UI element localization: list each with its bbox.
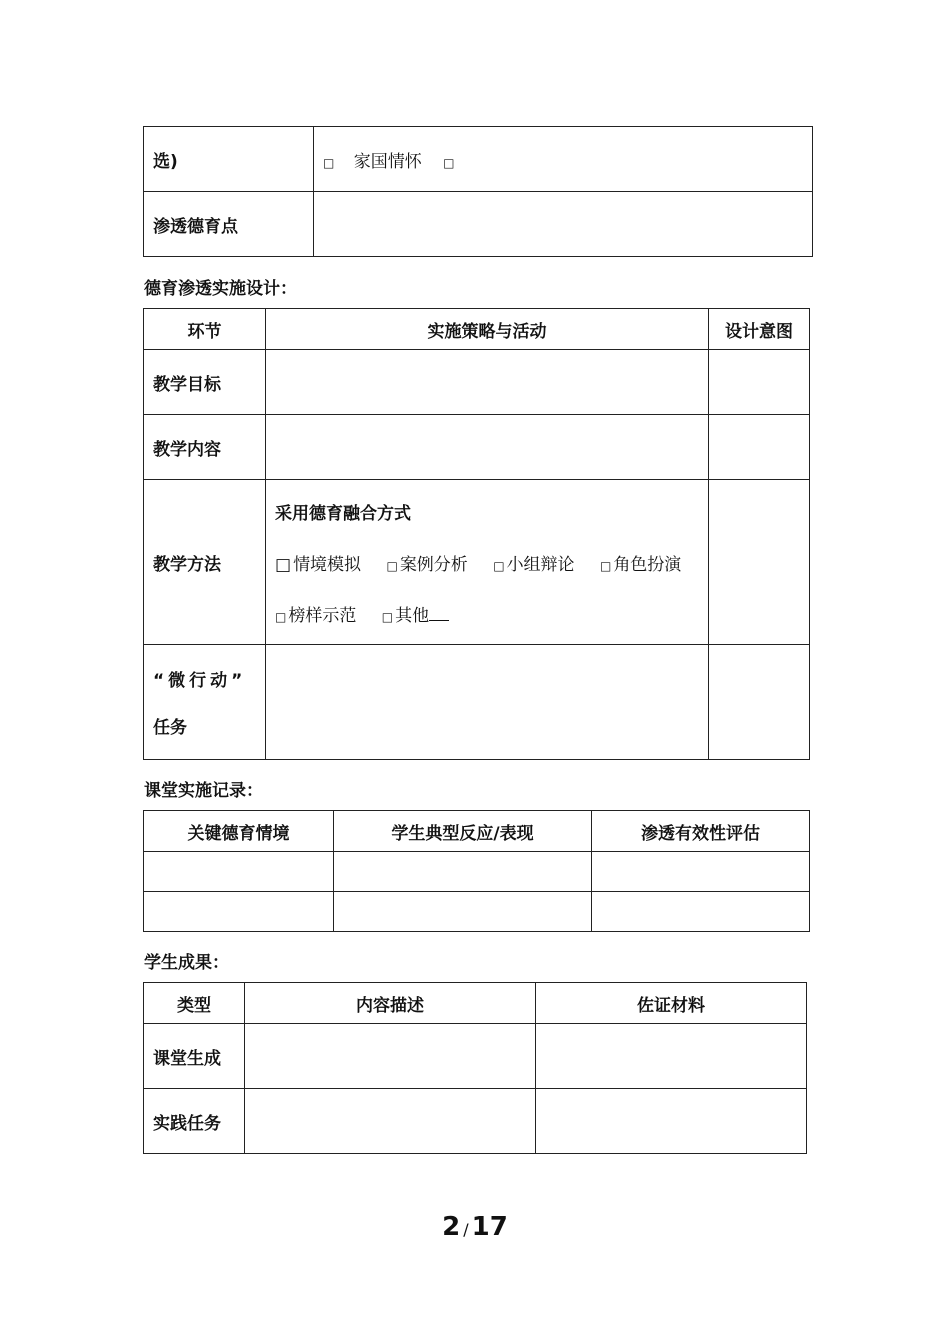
teaching-method-cell <box>266 480 709 645</box>
row-label-teaching-content: 教学内容 <box>144 415 266 480</box>
record-cell[interactable] <box>334 852 592 892</box>
option-group-debate: 小组辩论 <box>506 554 575 575</box>
header-type: 类型 <box>144 983 245 1024</box>
micro-action-cell[interactable] <box>266 645 709 760</box>
outcome-cell[interactable] <box>536 1089 807 1154</box>
table-row <box>144 892 810 932</box>
micro-action-line2: 任务 <box>153 718 187 738</box>
row-label-teaching-goal: 教学目标 <box>144 350 266 415</box>
record-cell[interactable] <box>334 892 592 932</box>
teaching-goal-intent-cell[interactable] <box>709 350 810 415</box>
checkbox-icon[interactable]: □ <box>599 558 612 573</box>
option-patriotism: 家国情怀 <box>353 151 422 172</box>
row-label-selection: 选) <box>144 127 314 192</box>
header-stage: 环节 <box>144 309 266 350</box>
header-effectiveness: 渗透有效性评估 <box>592 811 810 852</box>
header-key-situation: 关键德育情境 <box>144 811 334 852</box>
page-total: 17 <box>471 1212 508 1242</box>
row-label-teaching-method: 教学方法 <box>144 480 266 645</box>
section-heading-design: 德育渗透实施设计： <box>144 279 297 299</box>
record-cell[interactable] <box>144 892 334 932</box>
teaching-goal-cell[interactable] <box>266 350 709 415</box>
page-indicator <box>0 1212 950 1242</box>
method-title: 采用德育融合方式 <box>275 503 411 524</box>
table-row <box>144 852 810 892</box>
record-cell[interactable] <box>144 852 334 892</box>
checkbox-icon[interactable]: □ <box>493 558 505 573</box>
top-table <box>143 126 813 257</box>
header-intent: 设计意图 <box>709 309 810 350</box>
row-label-class-output: 课堂生成 <box>144 1024 245 1089</box>
design-table <box>143 308 810 760</box>
moral-points-input-cell[interactable] <box>314 192 813 257</box>
header-description: 内容描述 <box>245 983 536 1024</box>
header-student-response: 学生典型反应/表现 <box>334 811 592 852</box>
option-role-model: 榜样示范 <box>288 605 357 626</box>
option-other: 其他 <box>395 605 430 626</box>
teaching-method-intent-cell[interactable] <box>709 480 810 645</box>
checkbox-icon[interactable]: □ <box>386 558 398 573</box>
section-heading-record: 课堂实施记录： <box>144 781 263 801</box>
page-separator: / <box>463 1220 469 1239</box>
checkbox-icon[interactable]: □ <box>323 155 335 170</box>
row-label-practice-task: 实践任务 <box>144 1089 245 1154</box>
checkbox-icon[interactable]: □ <box>381 609 394 624</box>
other-blank-line[interactable] <box>429 606 449 621</box>
checkbox-icon[interactable]: □ <box>275 554 292 575</box>
micro-action-intent-cell[interactable] <box>709 645 810 760</box>
outcome-cell[interactable] <box>245 1024 536 1089</box>
outcome-cell[interactable] <box>245 1089 536 1154</box>
outcome-table <box>143 982 807 1154</box>
theme-options-cell <box>314 127 813 192</box>
option-scenario-simulation: 情境模拟 <box>293 554 362 575</box>
checkbox-icon[interactable]: □ <box>443 155 455 170</box>
option-case-analysis: 案例分析 <box>399 554 468 575</box>
record-cell[interactable] <box>592 852 810 892</box>
option-role-play: 角色扮演 <box>613 554 682 575</box>
teaching-content-intent-cell[interactable] <box>709 415 810 480</box>
section-heading-outcome: 学生成果： <box>144 953 229 973</box>
header-strategy: 实施策略与活动 <box>266 309 709 350</box>
header-evidence: 佐证材料 <box>536 983 807 1024</box>
row-label-micro-action <box>144 645 266 760</box>
record-table <box>143 810 810 932</box>
page-current: 2 <box>442 1212 461 1242</box>
outcome-cell[interactable] <box>536 1024 807 1089</box>
checkbox-icon[interactable]: □ <box>275 609 287 624</box>
record-cell[interactable] <box>592 892 810 932</box>
micro-action-line1: “微行动” <box>153 671 247 691</box>
teaching-content-cell[interactable] <box>266 415 709 480</box>
row-label-moral-points: 渗透德育点 <box>144 192 314 257</box>
